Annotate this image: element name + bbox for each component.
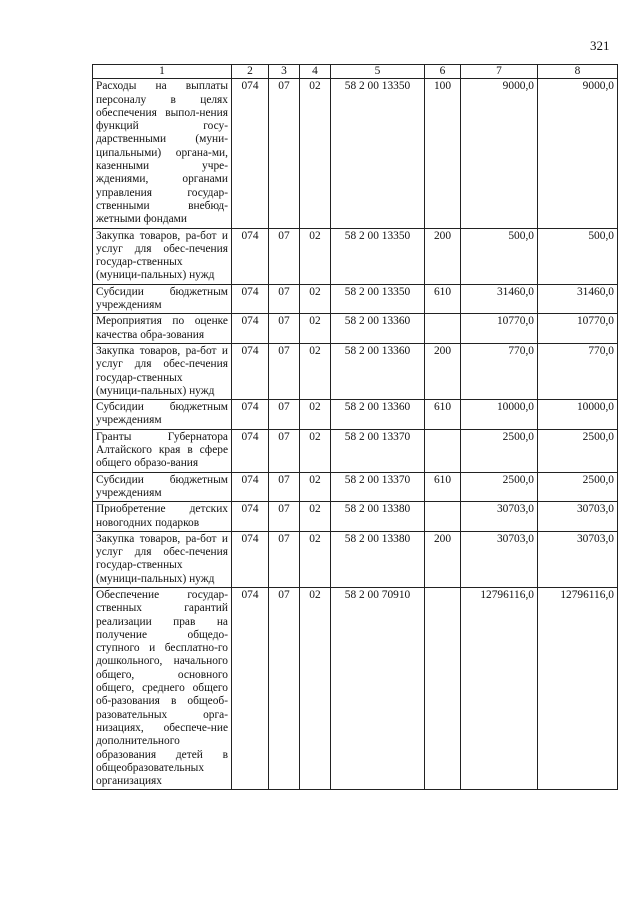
expense-type-cell: 200 [425, 228, 461, 284]
amount-cell: 30703,0 [538, 502, 618, 532]
page-number: 321 [590, 38, 610, 53]
amount-cell: 770,0 [538, 343, 618, 399]
header-cell: 1 [93, 65, 232, 79]
amount-cell: 2500,0 [538, 429, 618, 472]
target-article-cell: 58 2 00 70910 [331, 587, 425, 789]
amount-cell: 500,0 [461, 228, 538, 284]
admin-code-cell: 074 [232, 429, 269, 472]
amount-cell: 2500,0 [461, 472, 538, 502]
expense-type-cell: 610 [425, 472, 461, 502]
header-row [93, 65, 618, 79]
table-row [93, 314, 618, 344]
row-name-cell: Мероприятия по оценке качества обра-зования [93, 314, 232, 344]
amount-cell: 10000,0 [461, 400, 538, 430]
row-name-cell: Обеспечение государ-ственных гарантий реализации прав на получение общедо-ступного и бесплатно-го дошкольного, начального общего, основного общего, среднего общего об-разования в общеоб-разовательных орга-низациях, обеспече-ние дополнительного образования детей в общеобразовательных организациях [93, 587, 232, 789]
amount-cell: 10000,0 [538, 400, 618, 430]
row-name-cell: Закупка товаров, ра-бот и услуг для обес-печения государ-ственных (муници-пальных) нужд [93, 228, 232, 284]
row-name-cell: Субсидии бюджетным учреждениям [93, 472, 232, 502]
header-cell: 3 [269, 65, 300, 79]
table-row [93, 502, 618, 532]
table-row [93, 429, 618, 472]
admin-code-cell: 074 [232, 587, 269, 789]
amount-cell: 12796116,0 [538, 587, 618, 789]
section-cell: 07 [269, 587, 300, 789]
subsection-cell: 02 [300, 587, 331, 789]
expense-type-cell [425, 429, 461, 472]
section-cell: 07 [269, 343, 300, 399]
section-cell: 07 [269, 400, 300, 430]
target-article-cell: 58 2 00 13380 [331, 531, 425, 587]
expense-type-cell: 200 [425, 531, 461, 587]
header-cell: 7 [461, 65, 538, 79]
subsection-cell: 02 [300, 228, 331, 284]
subsection-cell: 02 [300, 472, 331, 502]
expense-type-cell [425, 587, 461, 789]
row-name-cell: Расходы на выплаты персоналу в целях обеспечения выпол-нения функций госу-дарственными (муни-ципальными) органа-ми, казенными учре-ждениями, органами управления государ-ственными внебюд-жетными фондами [93, 79, 232, 228]
admin-code-cell: 074 [232, 314, 269, 344]
amount-cell: 12796116,0 [461, 587, 538, 789]
target-article-cell: 58 2 00 13350 [331, 228, 425, 284]
section-cell: 07 [269, 228, 300, 284]
subsection-cell: 02 [300, 502, 331, 532]
table-row [93, 587, 618, 789]
expense-type-cell: 100 [425, 79, 461, 228]
row-name-cell: Гранты Губернатора Алтайского края в сфере общего образо-вания [93, 429, 232, 472]
amount-cell: 2500,0 [461, 429, 538, 472]
subsection-cell: 02 [300, 400, 331, 430]
table-row [93, 400, 618, 430]
target-article-cell: 58 2 00 13360 [331, 400, 425, 430]
subsection-cell: 02 [300, 314, 331, 344]
subsection-cell: 02 [300, 531, 331, 587]
amount-cell: 31460,0 [538, 284, 618, 314]
expense-type-cell [425, 502, 461, 532]
target-article-cell: 58 2 00 13360 [331, 314, 425, 344]
amount-cell: 30703,0 [461, 502, 538, 532]
section-cell: 07 [269, 314, 300, 344]
table-row [93, 228, 618, 284]
table-row [93, 472, 618, 502]
expense-type-cell: 610 [425, 284, 461, 314]
admin-code-cell: 074 [232, 228, 269, 284]
amount-cell: 9000,0 [538, 79, 618, 228]
section-cell: 07 [269, 79, 300, 228]
section-cell: 07 [269, 531, 300, 587]
target-article-cell: 58 2 00 13350 [331, 284, 425, 314]
header-cell: 4 [300, 65, 331, 79]
admin-code-cell: 074 [232, 531, 269, 587]
header-cell: 2 [232, 65, 269, 79]
row-name-cell: Закупка товаров, ра-бот и услуг для обес-печения государ-ственных (муници-пальных) нужд [93, 343, 232, 399]
amount-cell: 30703,0 [461, 531, 538, 587]
section-cell: 07 [269, 472, 300, 502]
section-cell: 07 [269, 502, 300, 532]
target-article-cell: 58 2 00 13380 [331, 502, 425, 532]
header-cell: 6 [425, 65, 461, 79]
admin-code-cell: 074 [232, 502, 269, 532]
amount-cell: 30703,0 [538, 531, 618, 587]
subsection-cell: 02 [300, 79, 331, 228]
row-name-cell: Приобретение детских новогодних подарков [93, 502, 232, 532]
subsection-cell: 02 [300, 343, 331, 399]
table-row [93, 531, 618, 587]
admin-code-cell: 074 [232, 343, 269, 399]
table-row [93, 284, 618, 314]
amount-cell: 10770,0 [538, 314, 618, 344]
admin-code-cell: 074 [232, 284, 269, 314]
admin-code-cell: 074 [232, 472, 269, 502]
amount-cell: 770,0 [461, 343, 538, 399]
amount-cell: 9000,0 [461, 79, 538, 228]
admin-code-cell: 074 [232, 400, 269, 430]
expense-type-cell: 200 [425, 343, 461, 399]
header-cell: 5 [331, 65, 425, 79]
amount-cell: 2500,0 [538, 472, 618, 502]
amount-cell: 500,0 [538, 228, 618, 284]
amount-cell: 10770,0 [461, 314, 538, 344]
subsection-cell: 02 [300, 429, 331, 472]
row-name-cell: Субсидии бюджетным учреждениям [93, 400, 232, 430]
table-row [93, 79, 618, 228]
target-article-cell: 58 2 00 13370 [331, 472, 425, 502]
section-cell: 07 [269, 284, 300, 314]
admin-code-cell: 074 [232, 79, 269, 228]
amount-cell: 31460,0 [461, 284, 538, 314]
target-article-cell: 58 2 00 13350 [331, 79, 425, 228]
table-row [93, 343, 618, 399]
subsection-cell: 02 [300, 284, 331, 314]
target-article-cell: 58 2 00 13360 [331, 343, 425, 399]
section-cell: 07 [269, 429, 300, 472]
row-name-cell: Субсидии бюджетным учреждениям [93, 284, 232, 314]
budget-table [92, 64, 618, 790]
target-article-cell: 58 2 00 13370 [331, 429, 425, 472]
header-cell: 8 [538, 65, 618, 79]
expense-type-cell: 610 [425, 400, 461, 430]
expense-type-cell [425, 314, 461, 344]
row-name-cell: Закупка товаров, ра-бот и услуг для обес-печения государ-ственных (муници-пальных) нужд [93, 531, 232, 587]
